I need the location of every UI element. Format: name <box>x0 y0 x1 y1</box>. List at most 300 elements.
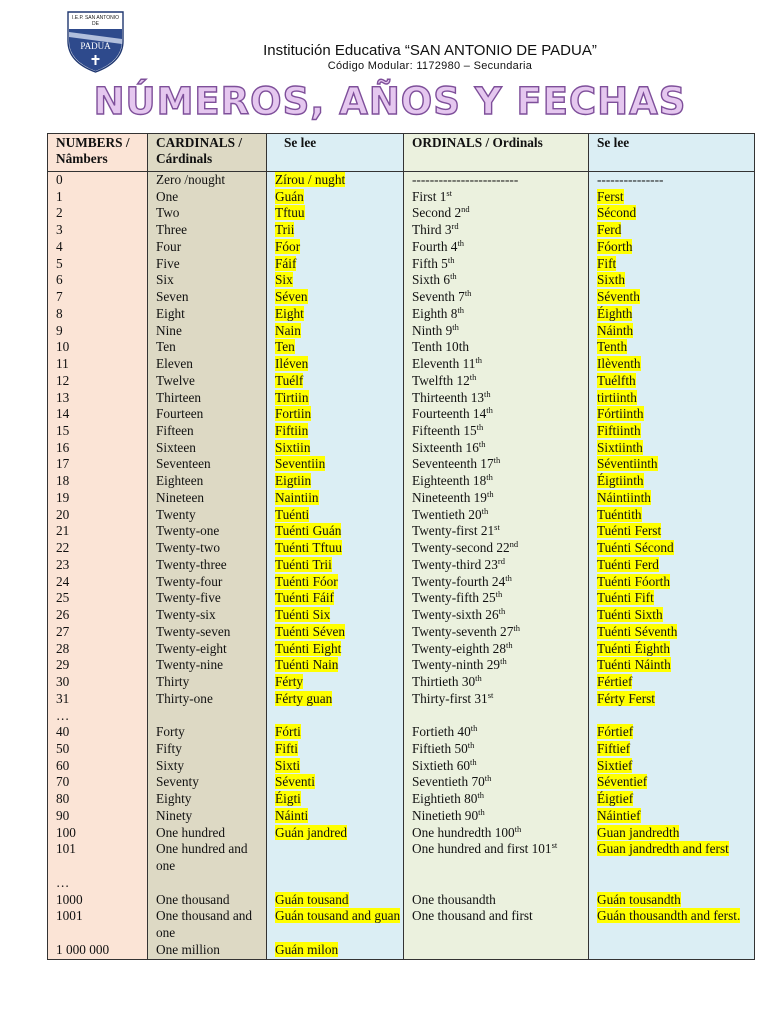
ordinal-reading: Náinth <box>597 322 634 338</box>
cardinal-cell <box>148 758 267 775</box>
number-value: 17 <box>56 456 70 472</box>
number-cell <box>48 222 148 239</box>
cardinal-word: Forty <box>156 724 185 740</box>
cardinal-reading: Six <box>275 272 293 288</box>
number-value: 18 <box>56 473 70 489</box>
ordinal-word: Seventeenth 17 <box>412 456 494 472</box>
ordinal-suffix: th <box>475 355 483 366</box>
table-row <box>48 423 755 440</box>
number-cell <box>48 590 148 607</box>
cardinal-reading: Férty guan <box>275 690 333 706</box>
page-title: NÚMEROS, AÑOS Y FECHAS <box>93 80 687 123</box>
cardinal-reading: Séven <box>275 289 308 305</box>
ordinal-reading-cell <box>589 390 755 407</box>
ordinal-suffix: th <box>457 237 465 248</box>
table-row <box>48 774 755 791</box>
cardinal-cell <box>148 222 267 239</box>
cardinal-reading-cell <box>267 691 404 708</box>
ordinal-word: Twentieth 20 <box>412 506 482 522</box>
number-cell <box>48 473 148 490</box>
table-row <box>48 256 755 273</box>
ordinal-reading-cell <box>589 808 755 825</box>
cardinal-cell <box>148 774 267 791</box>
cardinal-reading-cell <box>267 808 404 825</box>
cardinal-word: One thousand and one <box>156 908 253 941</box>
number-value: 1001 <box>56 908 83 924</box>
cardinal-word: Thirty <box>156 674 190 690</box>
number-cell <box>48 323 148 340</box>
ordinal-suffix: th <box>493 455 501 466</box>
cardinal-reading-cell <box>267 942 404 959</box>
ordinal-cell <box>404 574 589 591</box>
cardinal-word: Twenty-eight <box>156 640 227 656</box>
cardinal-reading: Fóor <box>275 238 301 254</box>
cardinal-reading-cell <box>267 406 404 423</box>
cardinal-word: One hundred and one <box>156 841 248 874</box>
number-cell <box>48 825 148 842</box>
ordinal-cell <box>404 306 589 323</box>
cardinal-word: One <box>156 188 179 204</box>
table-row <box>48 440 755 457</box>
ordinal-cell <box>404 323 589 340</box>
number-value: 29 <box>56 657 70 673</box>
cardinal-reading: Tuénti <box>275 506 310 522</box>
ordinal-reading: Fértief <box>597 674 633 690</box>
number-value: 20 <box>56 506 70 522</box>
ordinal-reading-cell <box>589 841 755 874</box>
cardinal-word: Three <box>156 222 188 238</box>
ordinal-cell <box>404 908 589 941</box>
ordinal-reading: Séventiinth <box>597 456 658 472</box>
cardinal-word: Zero /nought <box>156 172 226 187</box>
table-row <box>48 456 755 473</box>
number-cell <box>48 406 148 423</box>
ordinal-suffix: th <box>476 422 484 433</box>
number-value: 3 <box>56 222 63 238</box>
ordinal-reading: Ferd <box>597 222 622 238</box>
ordinal-suffix: th <box>447 254 455 265</box>
number-cell <box>48 239 148 256</box>
cardinal-reading-cell <box>267 289 404 306</box>
ordinal-reading: Fórtief <box>597 724 634 740</box>
ordinal-reading: Fiftief <box>597 740 631 756</box>
cardinal-reading: Naintiin <box>275 489 319 505</box>
ordinal-reading: Sixtiinth <box>597 439 643 455</box>
ordinal-reading: Fift <box>597 255 617 271</box>
cardinal-reading-cell <box>267 557 404 574</box>
table-row <box>48 473 755 490</box>
cardinal-reading-cell <box>267 708 404 725</box>
cardinal-cell <box>148 724 267 741</box>
cardinal-reading-cell <box>267 590 404 607</box>
cardinal-reading: Seventiin <box>275 456 326 472</box>
cardinal-word: Twenty-two <box>156 540 221 556</box>
cardinal-word: Eight <box>156 305 185 321</box>
cardinal-reading-cell <box>267 356 404 373</box>
number-value: 1 <box>56 188 63 204</box>
ordinal-reading-cell <box>589 708 755 725</box>
number-cell <box>48 339 148 356</box>
cardinal-word: Four <box>156 238 182 254</box>
ordinal-word: First 1 <box>412 188 447 204</box>
cardinal-reading-cell <box>267 423 404 440</box>
number-value: 70 <box>56 774 70 790</box>
ordinal-reading-cell <box>589 908 755 941</box>
ordinal-word: Ninth 9 <box>412 322 453 338</box>
ordinal-reading: Fóorth <box>597 238 633 254</box>
ordinal-reading-cell <box>589 490 755 507</box>
number-cell <box>48 691 148 708</box>
ordinal-cell <box>404 841 589 874</box>
cardinal-word: Nine <box>156 322 182 338</box>
table-row <box>48 189 755 206</box>
cardinal-reading-cell <box>267 607 404 624</box>
number-value: 2 <box>56 205 63 221</box>
cardinal-word: Fifteen <box>156 423 194 439</box>
cardinal-reading-cell <box>267 189 404 206</box>
institution-name: Institución Educativa “SAN ANTONIO DE PADUA” <box>263 42 597 59</box>
ordinal-reading: Sixth <box>597 272 626 288</box>
ordinal-reading-cell <box>589 172 755 189</box>
cardinal-reading: Sixti <box>275 757 301 773</box>
cardinal-reading-cell <box>267 323 404 340</box>
cardinal-reading: Fiftiin <box>275 423 309 439</box>
ordinal-reading-cell <box>589 624 755 641</box>
ordinal-reading: --------------- <box>597 172 664 187</box>
cardinal-reading: Tuélf <box>275 372 304 388</box>
cardinal-cell <box>148 708 267 725</box>
ordinal-reading-cell <box>589 406 755 423</box>
ordinal-suffix: rd <box>497 555 505 566</box>
cardinal-word: Eleven <box>156 356 193 372</box>
ordinal-reading: Fiftiinth <box>597 423 641 439</box>
cardinal-reading: Guán tousand and guan <box>275 908 401 924</box>
cardinal-word: Sixty <box>156 757 185 773</box>
ordinal-reading: Séventief <box>597 774 648 790</box>
number-cell <box>48 306 148 323</box>
ordinal-reading: Ferst <box>597 188 624 204</box>
ordinal-word: Third 3 <box>412 222 452 238</box>
cardinal-reading-cell <box>267 791 404 808</box>
table-row <box>48 674 755 691</box>
number-value: 9 <box>56 322 63 338</box>
number-cell <box>48 942 148 959</box>
cardinal-reading: Éigti <box>275 791 301 807</box>
cardinal-reading: Trii <box>275 222 295 238</box>
numbers-table <box>47 133 755 960</box>
ordinal-cell <box>404 456 589 473</box>
number-value: 28 <box>56 640 70 656</box>
cardinal-reading: Férty <box>275 674 304 690</box>
cardinal-reading: Tuénti Guán <box>275 523 342 539</box>
cardinal-word: Twenty-six <box>156 607 216 623</box>
ordinal-reading-cell <box>589 607 755 624</box>
cardinal-reading: Eight <box>275 305 304 321</box>
code-line: Código Modular: 1172980 – Secundaria <box>327 60 533 72</box>
number-value: 11 <box>56 356 69 372</box>
ordinal-reading-cell <box>589 641 755 658</box>
cardinal-reading: Zírou / nught <box>275 172 346 187</box>
ordinal-reading-cell <box>589 892 755 909</box>
number-cell <box>48 557 148 574</box>
number-value: 31 <box>56 690 70 706</box>
cardinal-cell <box>148 239 267 256</box>
number-cell <box>48 875 148 892</box>
ordinal-reading-cell <box>589 440 755 457</box>
ordinal-suffix: th <box>478 438 486 449</box>
cardinal-cell <box>148 607 267 624</box>
ordinal-reading-cell <box>589 657 755 674</box>
ordinal-suffix: st <box>446 187 453 198</box>
cardinal-word: Eighteen <box>156 473 204 489</box>
number-cell <box>48 624 148 641</box>
ordinal-reading-cell <box>589 473 755 490</box>
table-row <box>48 791 755 808</box>
ordinal-reading: Guan jandredth <box>597 824 680 840</box>
cardinal-word: Twenty-five <box>156 590 221 606</box>
number-cell <box>48 908 148 941</box>
ordinal-suffix: th <box>495 589 503 600</box>
ordinal-reading: Tuénti Séventh <box>597 623 678 639</box>
number-cell <box>48 456 148 473</box>
cardinal-word: Eighty <box>156 791 192 807</box>
ordinal-suffix: th <box>486 472 493 483</box>
cardinal-reading-cell <box>267 825 404 842</box>
number-value: 27 <box>56 623 70 639</box>
cardinal-cell <box>148 456 267 473</box>
number-cell <box>48 607 148 624</box>
ordinal-word: Sixth 6 <box>412 272 451 288</box>
number-value: 25 <box>56 590 70 606</box>
ordinal-reading: Tuénti Sixth <box>597 607 663 623</box>
cardinal-cell <box>148 875 267 892</box>
ordinal-word: Twenty-second 22 <box>412 540 510 556</box>
cardinal-word: Fourteen <box>156 406 204 422</box>
table-row <box>48 875 755 892</box>
table-row <box>48 323 755 340</box>
cardinal-reading: Fáif <box>275 255 297 271</box>
cardinal-reading: Tuénti Tftuu <box>275 540 342 556</box>
ordinal-reading: Tuénti Sécond <box>597 540 674 556</box>
ordinal-reading: Tuénti Éighth <box>597 640 671 656</box>
ordinal-reading-cell <box>589 741 755 758</box>
cardinal-reading: Tuénti Nain <box>275 657 339 673</box>
table-row <box>48 691 755 708</box>
ordinal-reading-cell <box>589 373 755 390</box>
cardinal-reading: Tuénti Six <box>275 607 331 623</box>
cardinal-word: Five <box>156 255 180 271</box>
number-cell <box>48 708 148 725</box>
number-value: 100 <box>56 824 76 840</box>
table-row <box>48 339 755 356</box>
ordinal-reading-cell <box>589 222 755 239</box>
ordinal-word: Twelfth 12 <box>412 372 470 388</box>
ordinal-word: Tenth 10th <box>412 339 470 355</box>
ordinal-word: Sixteenth 16 <box>412 439 479 455</box>
ordinal-word: Eightieth 80 <box>412 791 478 807</box>
ordinal-word: Twenty-fourth 24 <box>412 573 506 589</box>
cardinal-cell <box>148 741 267 758</box>
ordinal-word: Fortieth 40 <box>412 724 471 740</box>
cardinal-reading-cell <box>267 724 404 741</box>
ordinal-cell <box>404 356 589 373</box>
ordinal-suffix: th <box>514 823 522 834</box>
cardinal-cell <box>148 256 267 273</box>
number-value: 14 <box>56 406 70 422</box>
ordinal-suffix: rd <box>451 221 459 232</box>
cardinal-cell <box>148 908 267 941</box>
ordinal-word: Eighth 8 <box>412 305 458 321</box>
ordinal-cell <box>404 791 589 808</box>
ordinal-cell <box>404 892 589 909</box>
cardinal-word: One million <box>156 941 220 957</box>
school-crest-logo <box>66 11 125 73</box>
number-cell <box>48 657 148 674</box>
ordinal-word: One thousandth <box>412 891 496 907</box>
table-row <box>48 607 755 624</box>
number-value: 6 <box>56 272 63 288</box>
table-row <box>48 306 755 323</box>
cardinal-word: Twenty-nine <box>156 657 224 673</box>
number-value: 26 <box>56 607 70 623</box>
cardinal-reading-cell <box>267 892 404 909</box>
ordinal-word: Eighteenth 18 <box>412 473 487 489</box>
ordinal-word: Fiftieth 50 <box>412 740 468 756</box>
table-row <box>48 574 755 591</box>
number-cell <box>48 741 148 758</box>
ordinal-suffix: th <box>477 790 484 801</box>
ordinal-cell <box>404 624 589 641</box>
ordinal-suffix: th <box>486 405 493 416</box>
cardinal-reading-cell <box>267 774 404 791</box>
ordinal-word: Seventh 7 <box>412 289 465 305</box>
cardinal-cell <box>148 323 267 340</box>
cardinal-reading: Séventi <box>275 774 315 790</box>
ordinal-cell <box>404 507 589 524</box>
ordinal-cell <box>404 641 589 658</box>
ordinal-cell <box>404 708 589 725</box>
number-cell <box>48 172 148 189</box>
cardinal-word: Ninety <box>156 807 193 823</box>
number-cell <box>48 791 148 808</box>
ordinal-cell <box>404 657 589 674</box>
cardinal-reading: Tuénti Séven <box>275 623 346 639</box>
number-value: 16 <box>56 439 70 455</box>
cardinal-reading-cell <box>267 456 404 473</box>
cardinal-reading: Tuénti Fáif <box>275 590 334 606</box>
ordinal-suffix: th <box>498 606 506 617</box>
cardinal-reading-cell <box>267 306 404 323</box>
number-cell <box>48 189 148 206</box>
ordinal-cell <box>404 222 589 239</box>
ordinal-cell <box>404 540 589 557</box>
table-row <box>48 708 755 725</box>
cardinal-reading-cell <box>267 741 404 758</box>
ordinal-reading-cell <box>589 574 755 591</box>
ordinal-reading: Éigtiinth <box>597 473 644 489</box>
number-cell <box>48 205 148 222</box>
ordinal-reading: Tuélfth <box>597 372 636 388</box>
cardinal-cell <box>148 791 267 808</box>
ordinal-cell <box>404 590 589 607</box>
table-row <box>48 239 755 256</box>
cardinal-reading: Sixtiin <box>275 439 311 455</box>
table-row <box>48 390 755 407</box>
header-numbers: NUMBERS / Nâmbers <box>48 134 148 172</box>
cardinal-reading-cell <box>267 205 404 222</box>
ordinal-reading-cell <box>589 523 755 540</box>
ordinal-reading: Náintiinth <box>597 489 651 505</box>
cardinal-reading: Fórti <box>275 724 301 740</box>
ordinal-reading-cell <box>589 189 755 206</box>
cardinal-cell <box>148 841 267 874</box>
ordinal-reading-cell <box>589 758 755 775</box>
ordinal-reading-cell <box>589 339 755 356</box>
ordinal-cell <box>404 724 589 741</box>
table-row <box>48 356 755 373</box>
cardinal-reading: Fortiin <box>275 406 312 422</box>
cardinal-cell <box>148 289 267 306</box>
number-value: 13 <box>56 389 70 405</box>
ordinal-word: One hundredth 100 <box>412 824 515 840</box>
ordinal-reading: Tuénti Fift <box>597 590 654 606</box>
cardinal-cell <box>148 808 267 825</box>
ordinal-reading-cell <box>589 306 755 323</box>
cardinal-cell <box>148 189 267 206</box>
ordinal-reading: Éighth <box>597 305 633 321</box>
cardinal-reading: Iléven <box>275 356 309 372</box>
ordinal-reading: Sixtief <box>597 757 633 773</box>
ordinal-reading-cell <box>589 356 755 373</box>
number-cell <box>48 841 148 874</box>
table-row <box>48 373 755 390</box>
number-value: 80 <box>56 791 70 807</box>
cardinal-cell <box>148 490 267 507</box>
ordinal-suffix: th <box>505 572 512 583</box>
ordinal-suffix: th <box>452 321 459 332</box>
cardinal-reading-cell <box>267 674 404 691</box>
cardinal-cell <box>148 691 267 708</box>
number-value: 4 <box>56 238 63 254</box>
ordinal-reading-cell <box>589 456 755 473</box>
ordinal-cell <box>404 172 589 189</box>
ordinal-cell <box>404 523 589 540</box>
cardinal-cell <box>148 473 267 490</box>
cardinal-word: Twenty-one <box>156 523 220 539</box>
ordinal-suffix: st <box>487 689 494 700</box>
number-cell <box>48 724 148 741</box>
number-value: … <box>56 874 70 890</box>
cardinal-reading-cell <box>267 339 404 356</box>
ordinal-reading: Tuéntith <box>597 506 642 522</box>
ordinal-cell <box>404 390 589 407</box>
cardinal-reading: Tuénti Fóor <box>275 573 338 589</box>
number-cell <box>48 373 148 390</box>
table-row <box>48 406 755 423</box>
number-value: 1 000 000 <box>56 941 110 957</box>
ordinal-cell <box>404 808 589 825</box>
table-row <box>48 289 755 306</box>
cardinal-reading: Guán jandred <box>275 824 347 840</box>
number-value: … <box>56 707 70 723</box>
ordinal-word: Nineteenth 19 <box>412 489 487 505</box>
ordinal-cell <box>404 758 589 775</box>
ordinal-word: Seventieth 70 <box>412 774 485 790</box>
ordinal-word: Fourth 4 <box>412 238 458 254</box>
cardinal-word: Nineteen <box>156 489 204 505</box>
cardinal-reading-cell <box>267 758 404 775</box>
table-row <box>48 942 755 959</box>
